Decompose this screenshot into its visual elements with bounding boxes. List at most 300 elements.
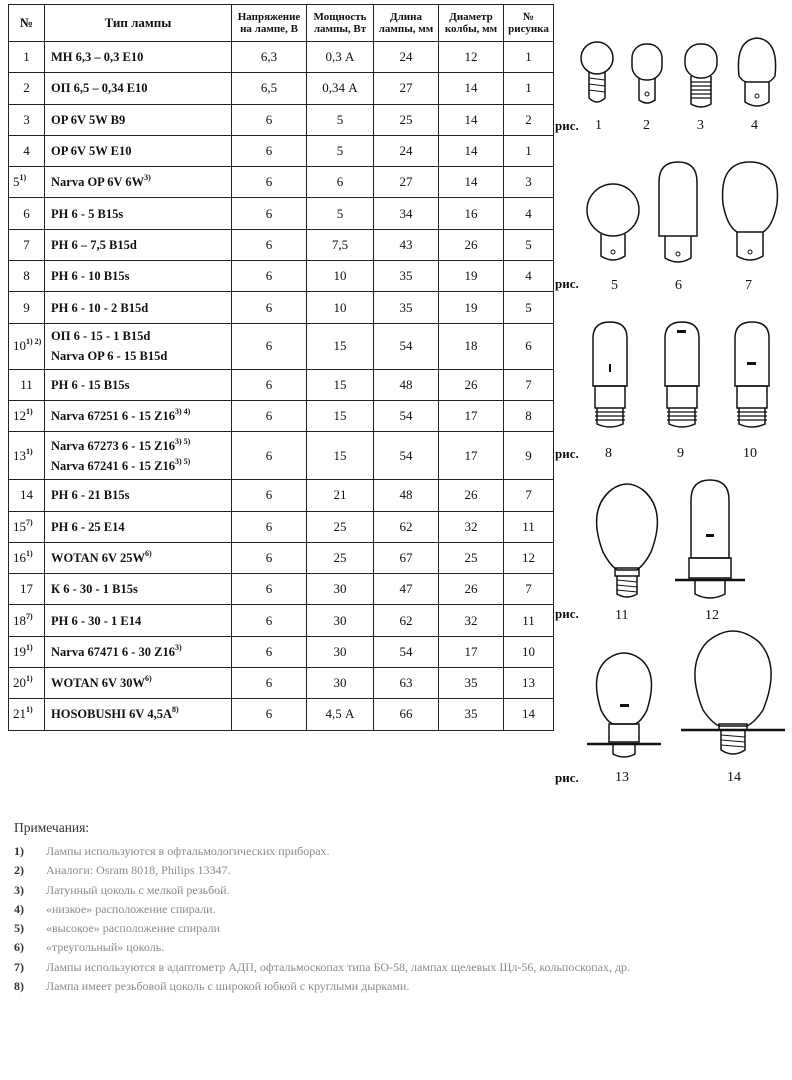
- lamp-figure-13: [585, 650, 663, 760]
- lamp-table: [8, 4, 554, 731]
- row-footnote-ref: 1): [26, 407, 33, 417]
- cell-power: 15: [307, 400, 374, 431]
- header-type: Тип лампы: [45, 5, 232, 42]
- cell-length: 62: [374, 511, 439, 542]
- row-footnote-ref: 1): [26, 549, 33, 558]
- lamp-type-footnote-ref: 6): [145, 549, 152, 558]
- cell-lamp-type: [45, 432, 232, 480]
- row-footnote-ref: 1): [26, 705, 33, 715]
- cell-no: [9, 167, 45, 198]
- cell-no: [9, 135, 45, 166]
- note-text: «высокое» расположение спирали: [46, 921, 220, 936]
- cell-diameter: 14: [439, 73, 504, 104]
- table-row: [9, 636, 554, 667]
- note-marker: 3): [14, 882, 24, 897]
- fig-number-12: 12: [705, 608, 719, 623]
- lamp-type-text: РН 6 – 7,5 B15d: [51, 237, 137, 252]
- cell-power: 30: [307, 668, 374, 699]
- cell-power: 5: [307, 198, 374, 229]
- cell-diameter: 26: [439, 480, 504, 511]
- cell-diameter: 18: [439, 323, 504, 369]
- cell-length: 63: [374, 668, 439, 699]
- lamp-type-line: [51, 375, 229, 395]
- cell-power: 15: [307, 369, 374, 400]
- fig-number-1: 1: [595, 118, 602, 133]
- cell-no: [9, 574, 45, 605]
- cell-power: 5: [307, 135, 374, 166]
- row-footnote-ref: 1): [26, 674, 33, 684]
- table-row: [9, 42, 554, 73]
- lamp-type-text: РН 6 - 15 B15s: [51, 377, 130, 392]
- lamp-type-line: [51, 611, 229, 631]
- cell-figure: 6: [504, 323, 554, 369]
- cell-diameter: 25: [439, 542, 504, 573]
- lamp-type-footnote-ref: 6): [145, 674, 152, 684]
- table-row: [9, 135, 554, 166]
- header-diameter: Диаметр колбы, мм: [439, 5, 504, 42]
- lamp-type-text: МН 6,3 – 0,3 E10: [51, 50, 144, 65]
- cell-no: [9, 369, 45, 400]
- row-number: 18: [13, 612, 26, 628]
- header-length: Длина лампы, мм: [374, 5, 439, 42]
- row-number: 10: [13, 338, 26, 354]
- cell-length: 35: [374, 292, 439, 323]
- lamp-type-text: Narva 67471 6 - 30 Z16: [51, 644, 175, 659]
- cell-lamp-type: [45, 605, 232, 636]
- cell-figure: 9: [504, 432, 554, 480]
- notes-list: [14, 842, 789, 996]
- row-footnote-ref: 7): [26, 611, 33, 621]
- fig-number-5: 5: [611, 278, 618, 293]
- note-item: [14, 881, 789, 900]
- row-number: 7: [23, 236, 30, 252]
- lamp-type-line: [51, 47, 229, 67]
- table-row: [9, 511, 554, 542]
- cell-no: [9, 292, 45, 323]
- cell-power: 4,5 А: [307, 699, 374, 730]
- cell-power: 15: [307, 432, 374, 480]
- cell-length: 24: [374, 135, 439, 166]
- lamp-type-text: РН 6 - 25 E14: [51, 519, 125, 534]
- row-footnote-ref: 7): [26, 517, 33, 527]
- lamp-type-text: Narva 67241 6 - 15 Z16: [51, 458, 175, 473]
- cell-power: 10: [307, 292, 374, 323]
- ris-label-row3: рис.: [555, 446, 579, 461]
- lamp-type-line: [51, 266, 229, 286]
- cell-power: 5: [307, 104, 374, 135]
- lamp-type-line: [51, 204, 229, 224]
- row-number: 15: [13, 518, 26, 534]
- note-marker: 4): [14, 901, 24, 916]
- cell-power: 30: [307, 636, 374, 667]
- fig-number-4: 4: [751, 118, 758, 133]
- cell-no: [9, 198, 45, 229]
- cell-figure: 5: [504, 292, 554, 323]
- fig-number-6: 6: [675, 278, 682, 293]
- lamp-type-footnote-ref: 8): [171, 705, 179, 715]
- cell-power: 25: [307, 542, 374, 573]
- table-row: [9, 369, 554, 400]
- cell-no: [9, 73, 45, 104]
- cell-figure: 12: [504, 542, 554, 573]
- cell-lamp-type: [45, 668, 232, 699]
- table-row: [9, 167, 554, 198]
- lamp-type-line: [51, 326, 229, 346]
- cell-no: [9, 261, 45, 292]
- cell-no: [9, 104, 45, 135]
- table-row: [9, 699, 554, 730]
- row-number: 12: [13, 408, 26, 424]
- cell-figure: 7: [504, 369, 554, 400]
- cell-length: 67: [374, 542, 439, 573]
- cell-no: [9, 323, 45, 369]
- cell-no: [9, 432, 45, 480]
- lamp-type-text: РН 6 - 21 B15s: [51, 488, 130, 503]
- row-number: 4: [23, 143, 30, 159]
- note-marker: 2): [14, 863, 24, 878]
- cell-figure: 8: [504, 400, 554, 431]
- lamp-type-line: [51, 235, 229, 255]
- cell-figure: 1: [504, 135, 554, 166]
- row-number: 1: [23, 49, 30, 65]
- lamp-figure-14: [679, 626, 787, 762]
- row-number: 14: [20, 487, 33, 503]
- note-marker: 5): [14, 921, 24, 936]
- header-figure: № рисунка: [504, 5, 554, 42]
- lamp-figure-11: [591, 480, 663, 604]
- table-row: [9, 432, 554, 480]
- cell-figure: 1: [504, 42, 554, 73]
- cell-length: 35: [374, 261, 439, 292]
- cell-voltage: 6: [232, 229, 307, 260]
- cell-lamp-type: [45, 369, 232, 400]
- cell-length: 25: [374, 104, 439, 135]
- cell-length: 54: [374, 432, 439, 480]
- lamp-type-line: [51, 642, 229, 662]
- lamp-type-text: OP 6V 5W E10: [51, 144, 132, 159]
- note-text: Аналоги: Osram 8018, Philips 13347.: [46, 863, 231, 878]
- lamp-type-text: Narva 67251 6 - 15 Z16: [51, 409, 175, 424]
- fig-number-13: 13: [615, 770, 629, 785]
- note-marker: 8): [14, 979, 24, 994]
- row-number: 11: [20, 376, 33, 392]
- cell-lamp-type: [45, 323, 232, 369]
- note-marker: 7): [14, 959, 24, 974]
- cell-voltage: 6: [232, 369, 307, 400]
- lamp-type-line: [51, 78, 229, 98]
- cell-lamp-type: [45, 699, 232, 730]
- table-row: [9, 668, 554, 699]
- row-number: 8: [23, 268, 30, 284]
- cell-figure: 2: [504, 104, 554, 135]
- cell-lamp-type: [45, 574, 232, 605]
- table-row: [9, 480, 554, 511]
- ris-label-row2: рис.: [555, 276, 579, 291]
- lamp-type-text: HOSOBUSHI 6V 4,5A: [51, 707, 172, 722]
- table-row: [9, 323, 554, 369]
- cell-length: 34: [374, 198, 439, 229]
- cell-figure: 11: [504, 605, 554, 636]
- cell-voltage: 6: [232, 574, 307, 605]
- cell-lamp-type: [45, 292, 232, 323]
- cell-length: 54: [374, 636, 439, 667]
- cell-diameter: 19: [439, 292, 504, 323]
- cell-diameter: 17: [439, 432, 504, 480]
- lamp-type-footnote-ref: 3) 5): [174, 436, 191, 446]
- fig-number-9: 9: [677, 446, 684, 461]
- cell-length: 27: [374, 73, 439, 104]
- note-item: [14, 900, 789, 919]
- table-row: [9, 104, 554, 135]
- lamp-type-text: РН 6 - 5 B15s: [51, 206, 124, 221]
- cell-voltage: 6: [232, 668, 307, 699]
- lamp-figure-10: [731, 320, 773, 432]
- cell-no: [9, 542, 45, 573]
- ris-label-row5: рис.: [555, 770, 579, 785]
- note-text: Лампа имеет резьбовой цоколь с широкой юбкой с круглыми дырками.: [46, 979, 410, 994]
- header-row: [9, 5, 554, 42]
- cell-no: [9, 605, 45, 636]
- lamp-type-line: [51, 579, 229, 599]
- cell-voltage: 6: [232, 135, 307, 166]
- lamp-type-line: [51, 172, 229, 192]
- cell-lamp-type: [45, 636, 232, 667]
- lamp-type-footnote-ref: 3): [144, 173, 151, 183]
- lamp-type-line: [51, 704, 229, 724]
- note-text: «треугольный» цоколь.: [46, 940, 165, 955]
- fig-number-14: 14: [727, 770, 741, 785]
- cell-diameter: 14: [439, 167, 504, 198]
- cell-figure: 10: [504, 636, 554, 667]
- cell-voltage: 6: [232, 511, 307, 542]
- note-text: «низкое» расположение спирали.: [46, 901, 216, 916]
- cell-lamp-type: [45, 135, 232, 166]
- note-item: [14, 958, 789, 977]
- note-text: Латунный цоколь с мелкой резьбой.: [46, 882, 230, 897]
- cell-voltage: 6: [232, 605, 307, 636]
- lamp-type-text: Narva OP 6 - 15 B15d: [51, 349, 168, 364]
- cell-length: 24: [374, 42, 439, 73]
- lamp-type-footnote-ref: 3): [174, 642, 182, 652]
- cell-voltage: 6,3: [232, 42, 307, 73]
- cell-length: 48: [374, 369, 439, 400]
- table-row: [9, 198, 554, 229]
- cell-diameter: 17: [439, 400, 504, 431]
- lamp-type-line: [51, 548, 229, 568]
- cell-no: [9, 480, 45, 511]
- lamp-figures: [555, 30, 792, 810]
- lamp-type-line: [51, 517, 229, 537]
- fig-number-2: 2: [643, 118, 650, 133]
- cell-figure: 4: [504, 261, 554, 292]
- cell-figure: 5: [504, 229, 554, 260]
- row-number: 5: [13, 174, 20, 190]
- cell-length: 47: [374, 574, 439, 605]
- lamp-type-line: [51, 456, 229, 476]
- cell-diameter: 26: [439, 369, 504, 400]
- cell-diameter: 32: [439, 605, 504, 636]
- cell-power: 0,34 А: [307, 73, 374, 104]
- lamp-type-text: РН 6 - 10 - 2 B15d: [51, 300, 149, 315]
- lamp-type-text: РН 6 - 10 B15s: [51, 269, 130, 284]
- cell-diameter: 35: [439, 699, 504, 730]
- note-item: [14, 861, 789, 880]
- cell-power: 15: [307, 323, 374, 369]
- lamp-figure-1: [577, 40, 617, 110]
- lamp-type-text: Narva 67273 6 - 15 Z16: [51, 438, 175, 453]
- cell-voltage: 6: [232, 198, 307, 229]
- lamp-type-text: WOTAN 6V 30W: [51, 676, 145, 691]
- cell-voltage: 6: [232, 104, 307, 135]
- row-footnote-ref: 1): [26, 642, 33, 652]
- row-number: 17: [20, 581, 33, 597]
- lamp-type-line: [51, 485, 229, 505]
- cell-voltage: 6: [232, 480, 307, 511]
- header-no: №: [9, 5, 45, 42]
- cell-voltage: 6: [232, 699, 307, 730]
- row-number: 16: [13, 550, 26, 565]
- cell-voltage: 6: [232, 542, 307, 573]
- cell-diameter: 14: [439, 135, 504, 166]
- ris-label-row1: рис.: [555, 118, 579, 133]
- cell-lamp-type: [45, 400, 232, 431]
- note-item: [14, 977, 789, 996]
- cell-diameter: 19: [439, 261, 504, 292]
- cell-voltage: 6: [232, 432, 307, 480]
- lamp-type-line: [51, 406, 229, 426]
- table-row: [9, 261, 554, 292]
- cell-power: 7,5: [307, 229, 374, 260]
- cell-lamp-type: [45, 42, 232, 73]
- cell-diameter: 35: [439, 668, 504, 699]
- row-footnote-ref: 1) 2): [26, 337, 42, 347]
- lamp-type-text: К 6 - 30 - 1 B15s: [51, 582, 138, 597]
- cell-figure: 14: [504, 699, 554, 730]
- fig-number-3: 3: [697, 118, 704, 133]
- cell-voltage: 6: [232, 636, 307, 667]
- cell-length: 27: [374, 167, 439, 198]
- cell-length: 54: [374, 323, 439, 369]
- row-number: 2: [23, 80, 30, 96]
- cell-figure: 7: [504, 480, 554, 511]
- cell-no: [9, 699, 45, 730]
- ris-label-row4: рис.: [555, 606, 579, 621]
- cell-figure: 4: [504, 198, 554, 229]
- lamp-figure-8: [589, 320, 631, 432]
- table-row: [9, 400, 554, 431]
- cell-lamp-type: [45, 104, 232, 135]
- table-row: [9, 605, 554, 636]
- lamp-type-line: [51, 141, 229, 161]
- notes-section: [14, 820, 789, 996]
- cell-power: 6: [307, 167, 374, 198]
- cell-length: 54: [374, 400, 439, 431]
- cell-lamp-type: [45, 73, 232, 104]
- note-marker: 1): [14, 844, 24, 858]
- cell-voltage: 6: [232, 167, 307, 198]
- lamp-type-text: OP 6V 5W B9: [51, 112, 126, 127]
- lamp-figure-7: [717, 160, 783, 268]
- lamp-type-footnote-ref: 3) 5): [174, 456, 191, 466]
- row-number: 3: [23, 111, 30, 127]
- fig-number-7: 7: [745, 278, 752, 293]
- cell-length: 66: [374, 699, 439, 730]
- cell-diameter: 17: [439, 636, 504, 667]
- cell-power: 30: [307, 574, 374, 605]
- cell-figure: 7: [504, 574, 554, 605]
- notes-title: Примечания:: [14, 820, 90, 835]
- table-row: [9, 542, 554, 573]
- cell-voltage: 6: [232, 400, 307, 431]
- lamp-figure-12: [673, 478, 747, 606]
- fig-number-8: 8: [605, 446, 612, 461]
- cell-voltage: 6: [232, 323, 307, 369]
- cell-no: [9, 636, 45, 667]
- lamp-type-text: ОП 6,5 – 0,34 E10: [51, 81, 148, 96]
- cell-power: 25: [307, 511, 374, 542]
- cell-lamp-type: [45, 198, 232, 229]
- cell-no: [9, 42, 45, 73]
- cell-diameter: 26: [439, 574, 504, 605]
- row-footnote-ref: 1): [19, 173, 27, 183]
- lamp-figure-9: [661, 320, 703, 432]
- note-item: [14, 919, 789, 938]
- lamp-type-line: [51, 298, 229, 318]
- note-text: Лампы используются в адаптометр АДП, офтальмоскопах типа БО-58, лампах щелевых Щл-56, кольпоскопах, др.: [46, 959, 631, 974]
- cell-power: 30: [307, 605, 374, 636]
- cell-diameter: 16: [439, 198, 504, 229]
- lamp-figure-6: [655, 160, 701, 268]
- lamp-type-text: Narva OP 6V 6W: [51, 175, 145, 190]
- lamp-type-text: РН 6 - 30 - 1 E14: [51, 613, 142, 628]
- cell-voltage: 6: [232, 292, 307, 323]
- lamp-type-line: [51, 346, 229, 366]
- row-number: 9: [23, 299, 30, 315]
- cell-lamp-type: [45, 261, 232, 292]
- cell-no: [9, 511, 45, 542]
- cell-voltage: 6: [232, 261, 307, 292]
- fig-number-10: 10: [743, 446, 757, 461]
- cell-voltage: 6,5: [232, 73, 307, 104]
- row-number: 6: [23, 205, 30, 221]
- row-footnote-ref: 1): [26, 446, 33, 456]
- cell-lamp-type: [45, 229, 232, 260]
- table-row: [9, 229, 554, 260]
- cell-figure: 1: [504, 73, 554, 104]
- cell-lamp-type: [45, 511, 232, 542]
- lamp-figure-5: [585, 180, 641, 266]
- cell-power: 21: [307, 480, 374, 511]
- table-body: [9, 42, 554, 731]
- lamp-figure-4: [733, 36, 781, 110]
- lamp-type-line: [51, 673, 229, 693]
- cell-lamp-type: [45, 480, 232, 511]
- cell-length: 43: [374, 229, 439, 260]
- row-number: 13: [13, 447, 26, 463]
- header-voltage: Напряжение на лампе, В: [232, 5, 307, 42]
- table-row: [9, 73, 554, 104]
- note-text: Лампы используются в офтальмологических приборах.: [46, 844, 330, 858]
- lamp-figure-3: [681, 42, 721, 112]
- cell-lamp-type: [45, 542, 232, 573]
- cell-figure: 11: [504, 511, 554, 542]
- cell-no: [9, 229, 45, 260]
- cell-figure: 13: [504, 668, 554, 699]
- lamp-type-footnote-ref: 3) 4): [174, 407, 191, 417]
- table-row: [9, 292, 554, 323]
- cell-no: [9, 400, 45, 431]
- table-row: [9, 574, 554, 605]
